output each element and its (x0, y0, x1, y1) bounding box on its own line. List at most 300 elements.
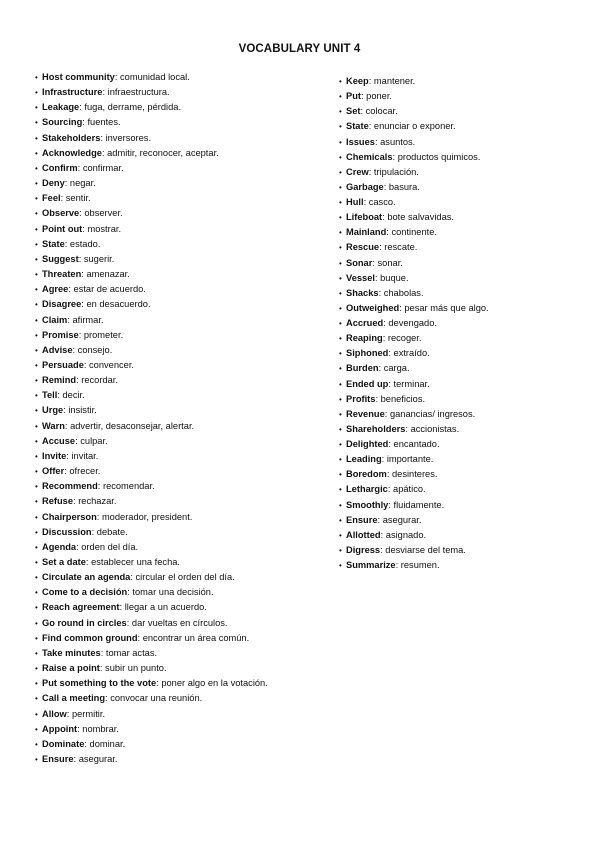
vocab-term: Delighted (346, 439, 389, 449)
bullet-icon: • (35, 224, 38, 234)
vocab-item (339, 135, 579, 150)
vocab-item (35, 191, 325, 206)
vocab-term: State (42, 238, 65, 249)
term-separator: : (382, 333, 388, 344)
bullet-icon: • (35, 573, 38, 583)
bullet-icon: • (35, 285, 38, 295)
vocab-item (35, 373, 325, 388)
term-separator: : (387, 484, 394, 495)
vocab-term: State (346, 121, 369, 132)
bullet-icon: • (339, 122, 342, 132)
term-separator: : (100, 132, 106, 143)
vocab-term: Chairperson (42, 511, 97, 522)
vocab-term: Reaping (346, 333, 383, 344)
vocab-definition: orden del día. (81, 541, 139, 552)
bullet-icon: • (35, 118, 38, 128)
bullet-icon: • (339, 273, 342, 283)
vocab-item (339, 513, 579, 528)
term-separator: : (360, 91, 367, 102)
term-separator: : (388, 439, 394, 449)
bullet-icon: • (339, 77, 342, 86)
vocab-definition: asegurar. (78, 754, 118, 765)
vocab-item (339, 89, 579, 104)
term-separator: : (105, 693, 111, 704)
term-separator: : (101, 147, 108, 158)
vocab-term: Sonar (346, 257, 373, 268)
term-separator: : (374, 272, 381, 283)
term-separator: : (378, 287, 384, 298)
bullet-icon: • (35, 163, 38, 173)
term-separator: : (378, 363, 384, 374)
bullet-icon: • (35, 209, 38, 219)
vocab-item (339, 422, 579, 437)
term-separator: : (97, 481, 103, 492)
vocab-term: Persuade (42, 359, 84, 370)
bullet-icon: • (35, 527, 38, 537)
term-separator: : (66, 450, 72, 461)
vocab-term: Ensure (42, 754, 74, 765)
vocab-item (35, 100, 325, 115)
vocab-item (339, 467, 579, 482)
vocab-item (339, 361, 579, 376)
vocab-term: Smoothly (346, 499, 389, 510)
vocab-term: Promise (42, 329, 79, 340)
vocab-definition: encantado. (393, 439, 440, 449)
vocab-definition: fuentes. (87, 117, 121, 128)
term-separator: : (130, 572, 136, 583)
vocab-definition: advertir, desaconsejar, alertar. (70, 420, 195, 431)
vocab-item (35, 691, 325, 706)
bullet-icon: • (339, 545, 342, 555)
vocab-definition: invitar. (71, 450, 99, 461)
vocab-definition: ganancias/ ingresos. (389, 408, 476, 419)
term-separator: : (126, 617, 132, 628)
term-separator: : (91, 526, 97, 537)
vocab-term: Chemicals (346, 151, 393, 162)
term-separator: : (388, 378, 394, 389)
vocab-term: Crew (346, 166, 369, 177)
page-title: VOCABULARY UNIT 4 (238, 43, 361, 55)
bullet-icon: • (339, 561, 342, 570)
vocab-item (339, 180, 579, 195)
vocab-term: Call a meeting (42, 693, 106, 704)
vocab-definition: continente. (391, 227, 437, 238)
term-separator: : (383, 181, 389, 192)
vocab-item (35, 631, 325, 646)
vocab-definition: convocar una reunión. (110, 693, 203, 704)
term-separator: : (363, 197, 369, 207)
vocab-definition: nombrar. (82, 723, 119, 734)
bullet-icon: • (339, 515, 342, 525)
bullet-icon: • (339, 349, 342, 359)
term-separator: : (64, 466, 70, 477)
vocab-definition: infraestructura. (107, 87, 170, 98)
vocab-item (339, 210, 579, 225)
vocab-item (35, 570, 325, 585)
term-separator: : (78, 329, 84, 340)
bullet-icon: • (339, 470, 342, 480)
vocab-item (35, 585, 325, 600)
vocab-definition: recomendar. (102, 481, 155, 492)
vocab-definition: en desacuerdo. (86, 299, 151, 310)
term-separator: : (99, 663, 106, 674)
vocab-term: Leakage (42, 102, 80, 113)
vocab-term: Agenda (42, 541, 77, 552)
vocab-term: Warn (42, 420, 65, 431)
vocab-item (35, 464, 325, 479)
vocab-item (339, 240, 579, 255)
vocab-item (35, 70, 325, 85)
vocab-item (35, 752, 325, 767)
vocab-item (35, 146, 325, 161)
bullet-icon: • (339, 334, 342, 344)
bullet-icon: • (339, 182, 342, 192)
term-separator: : (79, 208, 85, 219)
bullet-icon: • (339, 137, 342, 147)
vocab-item (35, 161, 325, 176)
term-separator: : (64, 420, 71, 431)
vocab-term: Appoint (42, 723, 78, 734)
vocab-definition: poner. (366, 91, 393, 102)
vocab-definition: encontrar un área común. (142, 632, 250, 643)
bullet-icon: • (35, 148, 38, 158)
vocab-item (35, 328, 325, 343)
vocab-definition: recordar. (81, 375, 118, 386)
vocab-definition: importante. (386, 454, 434, 465)
term-separator: : (77, 162, 83, 173)
vocab-term: Observe (42, 208, 80, 219)
vocab-term: Ensure (346, 514, 378, 525)
vocab-item (35, 676, 325, 691)
vocab-definition: rechazar. (78, 496, 117, 507)
vocab-term: Revenue (346, 408, 385, 419)
bullet-icon: • (35, 724, 38, 734)
vocab-item (35, 206, 325, 221)
vocab-definition: decir. (62, 390, 85, 401)
vocab-term: Tell (42, 390, 58, 401)
term-separator: : (379, 242, 385, 253)
bullet-icon: • (35, 406, 38, 416)
vocab-term: Shacks (346, 287, 379, 298)
term-separator: : (114, 72, 121, 82)
vocab-term: Accuse (42, 435, 76, 446)
vocab-term: Set a date (42, 557, 86, 567)
vocab-term: Allotted (346, 529, 381, 540)
term-separator: : (76, 541, 82, 552)
vocab-item (35, 737, 325, 752)
bullet-icon: • (35, 315, 38, 325)
bullet-icon: • (35, 512, 38, 522)
vocab-term: Acknowledge (42, 147, 102, 158)
term-separator: : (405, 423, 411, 434)
vocab-item (35, 176, 325, 191)
vocab-definition: fuga, derrame, pérdida. (84, 102, 182, 113)
term-separator: : (388, 348, 394, 359)
vocab-term: Siphoned (346, 348, 389, 359)
vocab-term: Leading (346, 454, 382, 465)
bullet-icon: • (339, 303, 342, 313)
term-separator: : (57, 390, 63, 401)
term-separator: : (67, 314, 73, 325)
vocab-term: Deny (42, 178, 65, 189)
bullet-icon: • (35, 755, 38, 765)
bullet-icon: • (35, 709, 38, 719)
term-separator: : (82, 117, 88, 128)
bullet-icon: • (35, 558, 38, 567)
vocab-definition: accionistas. (410, 423, 460, 434)
bullet-icon: • (35, 436, 38, 446)
vocab-item (35, 600, 325, 615)
term-separator: : (384, 408, 390, 419)
vocab-definition: extraído. (393, 348, 430, 359)
term-separator: : (392, 151, 398, 162)
vocab-item (35, 434, 325, 449)
vocab-item (339, 482, 579, 497)
bullet-icon: • (35, 239, 38, 249)
vocab-definition: beneficios. (380, 393, 426, 404)
vocab-item (35, 525, 325, 540)
bullet-icon: • (339, 198, 342, 207)
term-separator: : (85, 557, 92, 567)
term-separator: : (375, 393, 381, 404)
vocab-definition: apático. (393, 484, 426, 495)
vocab-definition: convencer. (89, 359, 134, 370)
vocab-definition: rescate. (384, 242, 418, 253)
vocab-definition: consejo. (77, 344, 113, 355)
vocab-item (339, 256, 579, 271)
bullet-icon: • (339, 288, 342, 298)
vocab-term: Lethargic (346, 484, 388, 495)
vocab-term: Shareholders (346, 423, 406, 434)
term-separator: : (368, 76, 374, 86)
bullet-icon: • (35, 345, 38, 355)
vocab-definition: permitir. (71, 708, 106, 719)
bullet-icon: • (35, 194, 38, 204)
bullet-icon: • (35, 482, 38, 492)
vocab-term: Put something to the vote (42, 678, 157, 689)
bullet-icon: • (339, 364, 342, 374)
vocab-term: Recommend (42, 481, 98, 492)
vocab-item (35, 646, 325, 661)
term-separator: : (380, 529, 386, 540)
vocab-definition: sentir. (65, 193, 91, 204)
term-separator: : (79, 102, 85, 113)
bullet-icon: • (35, 467, 38, 477)
vocab-item (339, 195, 579, 210)
vocab-definition: confirmar. (82, 162, 124, 173)
bullet-icon: • (35, 497, 38, 507)
term-separator: : (368, 121, 374, 132)
vocab-item (35, 510, 325, 525)
bullet-icon: • (35, 542, 38, 552)
term-separator: : (386, 469, 392, 480)
vocab-term: Suggest (42, 253, 79, 264)
term-separator: : (388, 499, 394, 510)
bullet-icon: • (35, 618, 38, 628)
vocab-item (339, 392, 579, 407)
vocab-definition: comunidad local. (120, 72, 190, 82)
vocab-item (339, 74, 579, 89)
vocab-term: Raise a point (42, 663, 100, 674)
vocab-item (35, 85, 325, 100)
bullet-icon: • (339, 409, 342, 419)
vocab-item (339, 165, 579, 180)
vocab-definition: estado. (69, 238, 101, 249)
term-separator: : (73, 496, 79, 507)
vocab-definition: resumen. (400, 560, 440, 570)
vocab-definition: sonar. (377, 257, 403, 268)
bullet-icon: • (35, 73, 38, 82)
term-separator: : (156, 678, 162, 689)
vocab-term: Issues (346, 136, 375, 147)
bullet-icon: • (35, 179, 38, 189)
bullet-icon: • (339, 319, 342, 328)
vocab-term: Vessel (346, 272, 375, 283)
vocab-definition: moderador, president. (101, 511, 193, 522)
vocab-definition: sugerir. (83, 253, 115, 264)
term-separator: : (360, 106, 366, 117)
vocab-item (339, 286, 579, 301)
bullet-icon: • (339, 167, 342, 177)
bullet-icon: • (35, 648, 38, 658)
vocab-term: Advise (42, 344, 73, 355)
bullet-icon: • (35, 694, 38, 704)
vocab-term: Feel (42, 193, 61, 204)
vocab-item (339, 437, 579, 452)
vocab-term: Allow (42, 708, 67, 719)
term-separator: : (72, 344, 78, 355)
vocab-item (339, 104, 579, 119)
term-separator: : (382, 212, 388, 223)
bullet-icon: • (339, 455, 342, 465)
bullet-icon: • (35, 679, 38, 689)
vocab-item (35, 252, 325, 267)
vocab-definition: bote salvavidas. (387, 212, 454, 223)
vocab-term: Circulate an agenda (42, 572, 131, 583)
vocab-item (339, 346, 579, 361)
term-separator: : (77, 723, 83, 734)
vocab-item (339, 543, 579, 558)
vocab-item (35, 313, 325, 328)
vocab-definition: poner algo en la votación. (161, 678, 268, 689)
bullet-icon: • (339, 440, 342, 449)
bullet-icon: • (339, 152, 342, 162)
vocab-term: Remind (42, 375, 77, 386)
vocab-term: Refuse (42, 496, 74, 507)
vocab-definition: inversores. (105, 132, 152, 143)
term-separator: : (82, 223, 88, 234)
term-separator: : (119, 602, 125, 613)
vocab-definition: prometer. (83, 329, 124, 340)
vocab-definition: dar vueltas en círculos. (131, 617, 228, 628)
vocab-item (35, 282, 325, 297)
vocab-definition: afirmar. (72, 314, 104, 325)
term-separator: : (83, 359, 90, 370)
bullet-icon: • (339, 213, 342, 223)
vocab-definition: admitir, reconocer, aceptar. (107, 147, 219, 158)
bullet-icon: • (35, 451, 38, 461)
vocab-term: Threaten (42, 269, 82, 280)
vocab-term: Urge (42, 405, 64, 416)
bullet-icon: • (339, 107, 342, 117)
vocab-item (339, 271, 579, 286)
vocab-term: Sourcing (42, 117, 83, 128)
vocab-definition: terminar. (393, 378, 430, 389)
bullet-icon: • (339, 424, 342, 434)
vocab-definition: buque. (380, 272, 409, 283)
bullet-icon: • (35, 254, 38, 264)
vocab-item (35, 237, 325, 252)
vocab-definition: insistir. (68, 405, 97, 416)
vocab-term: Take minutes (42, 647, 101, 658)
term-separator: : (399, 302, 405, 313)
vocab-item (339, 301, 579, 316)
term-separator: : (96, 511, 102, 522)
bullet-icon: • (339, 530, 342, 540)
vocab-item (339, 377, 579, 392)
vocab-item (339, 316, 579, 331)
vocab-definition: carga. (383, 363, 410, 374)
vocab-definition: colocar. (365, 106, 398, 117)
vocab-term: Discussion (42, 526, 92, 537)
vocab-item (35, 222, 325, 237)
term-separator: : (380, 544, 386, 555)
vocab-term: Invite (42, 450, 67, 461)
vocab-item (35, 358, 325, 373)
vocab-item (339, 452, 579, 467)
vocab-term: Put (346, 91, 361, 102)
vocab-item (339, 498, 579, 513)
vocab-item (339, 558, 579, 573)
vocab-item (35, 555, 325, 570)
vocab-definition: subir un punto. (105, 663, 167, 674)
vocab-item (35, 540, 325, 555)
bullet-icon: • (339, 394, 342, 404)
vocab-term: Confirm (42, 162, 78, 173)
vocab-item (339, 528, 579, 543)
vocab-item (35, 449, 325, 464)
vocab-definition: estar de acuerdo. (73, 284, 146, 295)
bullet-icon: • (35, 739, 38, 749)
bullet-icon: • (35, 376, 38, 386)
vocab-item (35, 419, 325, 434)
vocab-term: Hull (346, 197, 364, 207)
term-separator: : (73, 754, 79, 765)
vocab-definition: circular el orden del día. (135, 572, 235, 583)
vocab-term: Claim (42, 314, 68, 325)
vocabulary-list-right (339, 74, 579, 573)
vocab-term: Garbage (346, 181, 384, 192)
term-separator: : (137, 632, 143, 643)
vocab-term: Lifeboat (346, 212, 383, 223)
bullet-icon: • (35, 664, 38, 674)
term-separator: : (81, 269, 87, 280)
term-separator: : (81, 299, 87, 310)
term-separator: : (374, 136, 381, 147)
vocab-definition: desviarse del tema. (385, 544, 466, 555)
term-separator: : (66, 708, 72, 719)
vocab-term: Ended up (346, 378, 389, 389)
bullet-icon: • (339, 485, 342, 495)
vocab-definition: culpar. (80, 435, 108, 446)
term-separator: : (75, 435, 81, 446)
vocab-item (339, 331, 579, 346)
bullet-icon: • (35, 421, 38, 431)
term-separator: : (377, 514, 383, 525)
vocab-definition: recoger. (387, 333, 422, 344)
vocab-item (35, 707, 325, 722)
vocab-item (35, 388, 325, 403)
